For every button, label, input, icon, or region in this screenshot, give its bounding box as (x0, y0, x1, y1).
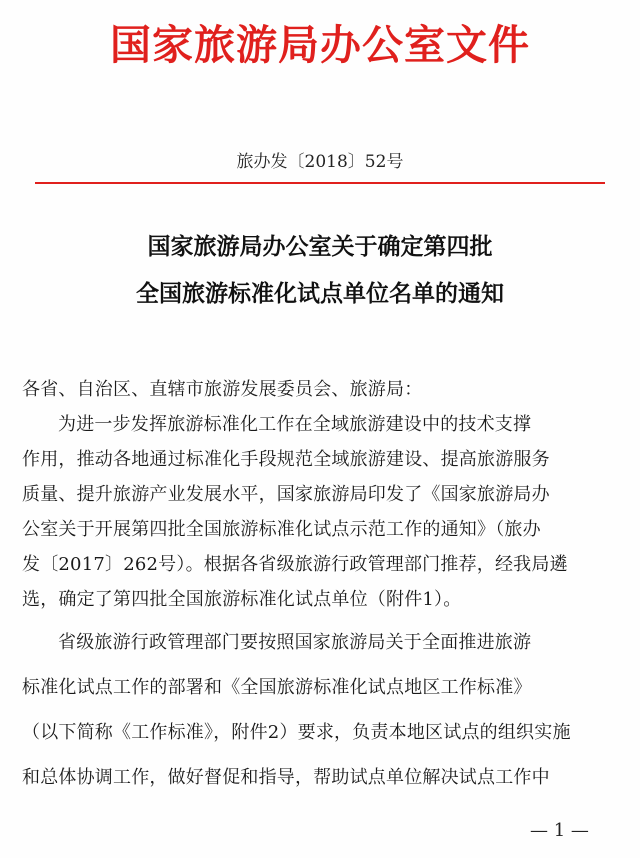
issuer-header-title: 国家旅游局办公室文件 (110, 21, 530, 69)
body-line-10: 和总体协调工作，做好督促和指导，帮助试点单位解决试点工作中 (22, 767, 550, 788)
body-line-5: 发〔2017〕262号）。根据各省级旅游行政管理部门推荐，经我局遴 (22, 554, 568, 575)
body-line-8: 标准化试点工作的部署和《全国旅游标准化试点地区工作标准》 (22, 677, 532, 698)
body-line-3: 质量、提升旅游产业发展水平，国家旅游局印发了《国家旅游局办 (22, 484, 550, 505)
body-line-2: 作用，推动各地通过标准化手段规范全域旅游建设、提高旅游服务 (22, 449, 550, 470)
body-line-4: 公室关于开展第四批全国旅游标准化试点示范工作的通知》（旅办 (22, 519, 541, 540)
body-line-7: 省级旅游行政管理部门要按照国家旅游局关于全面推进旅游 (58, 632, 532, 653)
page-number: — 1 — (530, 820, 589, 841)
notice-title-line-1: 国家旅游局办公室关于确定第四批 (147, 234, 493, 260)
notice-title-line-2: 全国旅游标准化试点单位名单的通知 (136, 281, 504, 307)
salutation: 各省、自治区、直辖市旅游发展委员会、旅游局： (22, 379, 423, 400)
body-line-9: （以下简称《工作标准》，附件2）要求，负责本地区试点的组织实施 (22, 722, 571, 743)
body-line-6: 选，确定了第四批全国旅游标准化试点单位（附件1）。 (22, 589, 462, 610)
red-separator-line (35, 182, 605, 184)
document-number: 旅办发〔2018〕52号 (236, 152, 404, 172)
body-line-1: 为进一步发挥旅游标准化工作在全域旅游建设中的技术支撑 (58, 414, 532, 435)
